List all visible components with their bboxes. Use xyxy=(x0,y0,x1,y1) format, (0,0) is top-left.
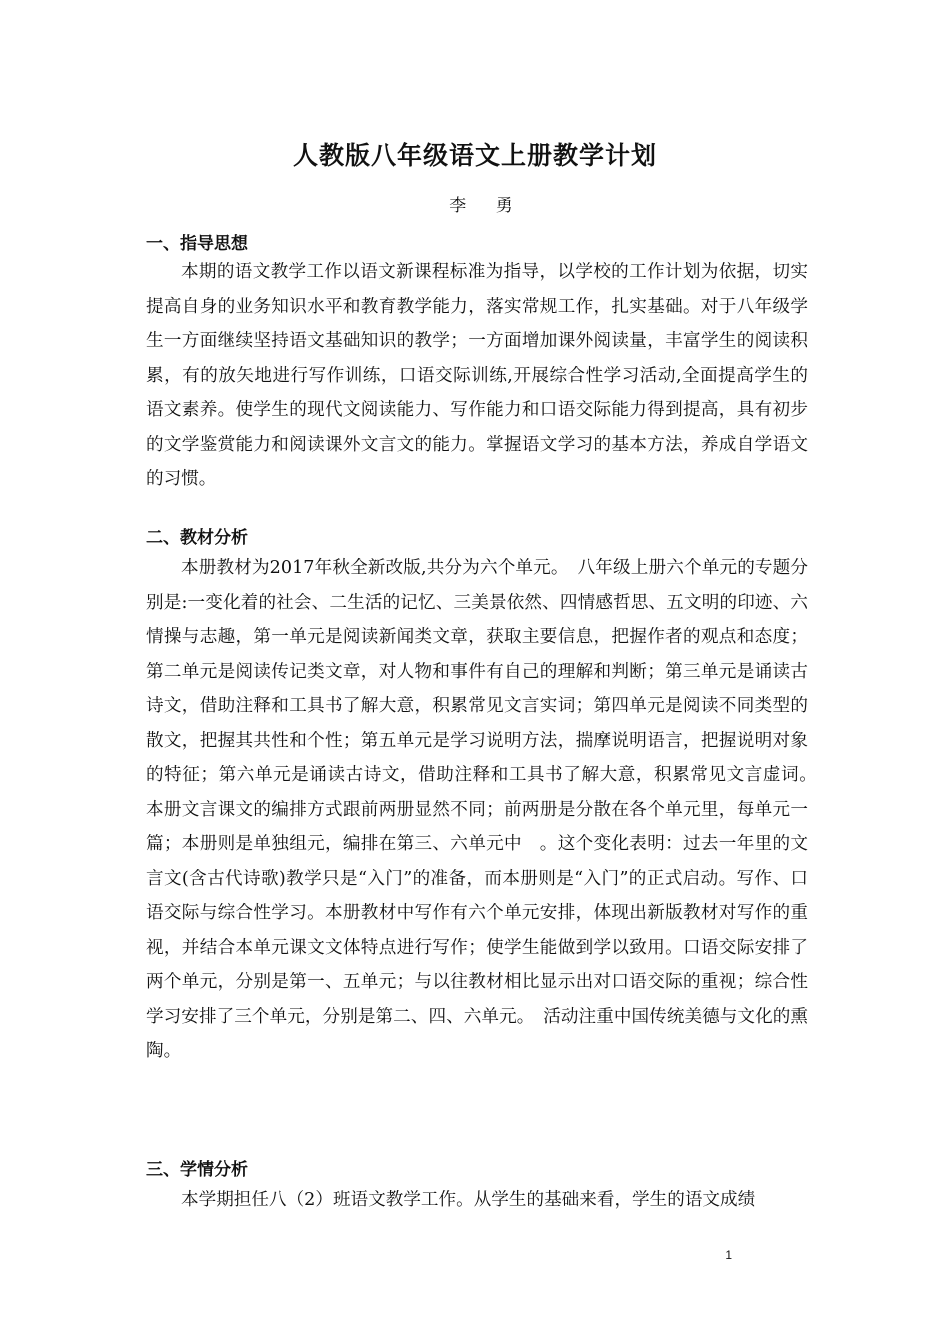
section-heading-textbook-analysis: 二、教材分析 xyxy=(146,528,248,548)
author-name: 李 勇 xyxy=(449,196,525,216)
document-title: 人教版八年级语文上册教学计划 xyxy=(292,141,657,170)
section-heading-guiding-ideology: 一、指导思想 xyxy=(146,234,248,254)
section-heading-student-analysis: 三、学情分析 xyxy=(146,1160,248,1180)
section-paragraph-textbook-analysis: 本册教材为2017年秋全新改版,共分为六个单元。 八年级上册六个单元的专题分别是:一变化着的社会、二生活的记忆、三美景依然、四情感哲思、五文明的印迹、六情操与志趣，第一单元是阅读新闻类文章，获取主要信息，把握作者的观点和态度；第二单元是阅读传记类文章，对人物和事件有自己的理解和判断；第三单元是诵读古诗文，借助注释和工具书了解大意，积累常见文言实词；第四单元是阅读不同类型的散文，把握其共性和个性；第五单元是学习说明方法，揣摩说明语言，把握说明对象的特征；第六单元是诵读古诗文，借助注释和工具书了解大意，积累常见文言虚词。 本册文言课文的编排方式跟前两册显然不同；前两册是分散在各个单元里，每单元一篇；本册则是单独组元，编排在第三、六单元中 。这个变化表明：过去一年里的文言文(含古代诗歌)教学只是“入门”的准备，而本册则是“入门”的正式启动。写作、口语交际与综合性学习。本册教材中写作有六个单元安排，体现出新版教材对写作的重视，并结合本单元课文文体特点进行写作；使学生能做到学以致用。口语交际安排了两个单元，分别是第一、五单元；与以往教材相比显示出对口语交际的重视；综合性学习安排了三个单元，分别是第二、四、六单元。 活动注重中国传统美德与文化的熏陶。 xyxy=(146,558,844,1061)
page-number: 1 xyxy=(725,1248,732,1262)
section-paragraph-guiding-ideology: 本期的语文教学工作以语文新课程标准为指导，以学校的工作计划为依据，切实提高自身的业务知识水平和教育教学能力，落实常规工作，扎实基础。对于八年级学生一方面继续坚持语文基础知识的教学；一方面增加课外阅读量，丰富学生的阅读积累，有的放矢地进行写作训练，口语交际训练,开展综合性学习活动,全面提高学生的语文素养。使学生的现代文阅读能力、写作能力和口语交际能力得到提高，具有初步的文学鉴赏能力和阅读课外文言文的能力。掌握语文学习的基本方法，养成自学语文的习惯。 xyxy=(146,262,808,489)
section-paragraph-student-analysis: 本学期担任八（2）班语文教学工作。从学生的基础来看，学生的语文成绩 xyxy=(181,1190,756,1210)
